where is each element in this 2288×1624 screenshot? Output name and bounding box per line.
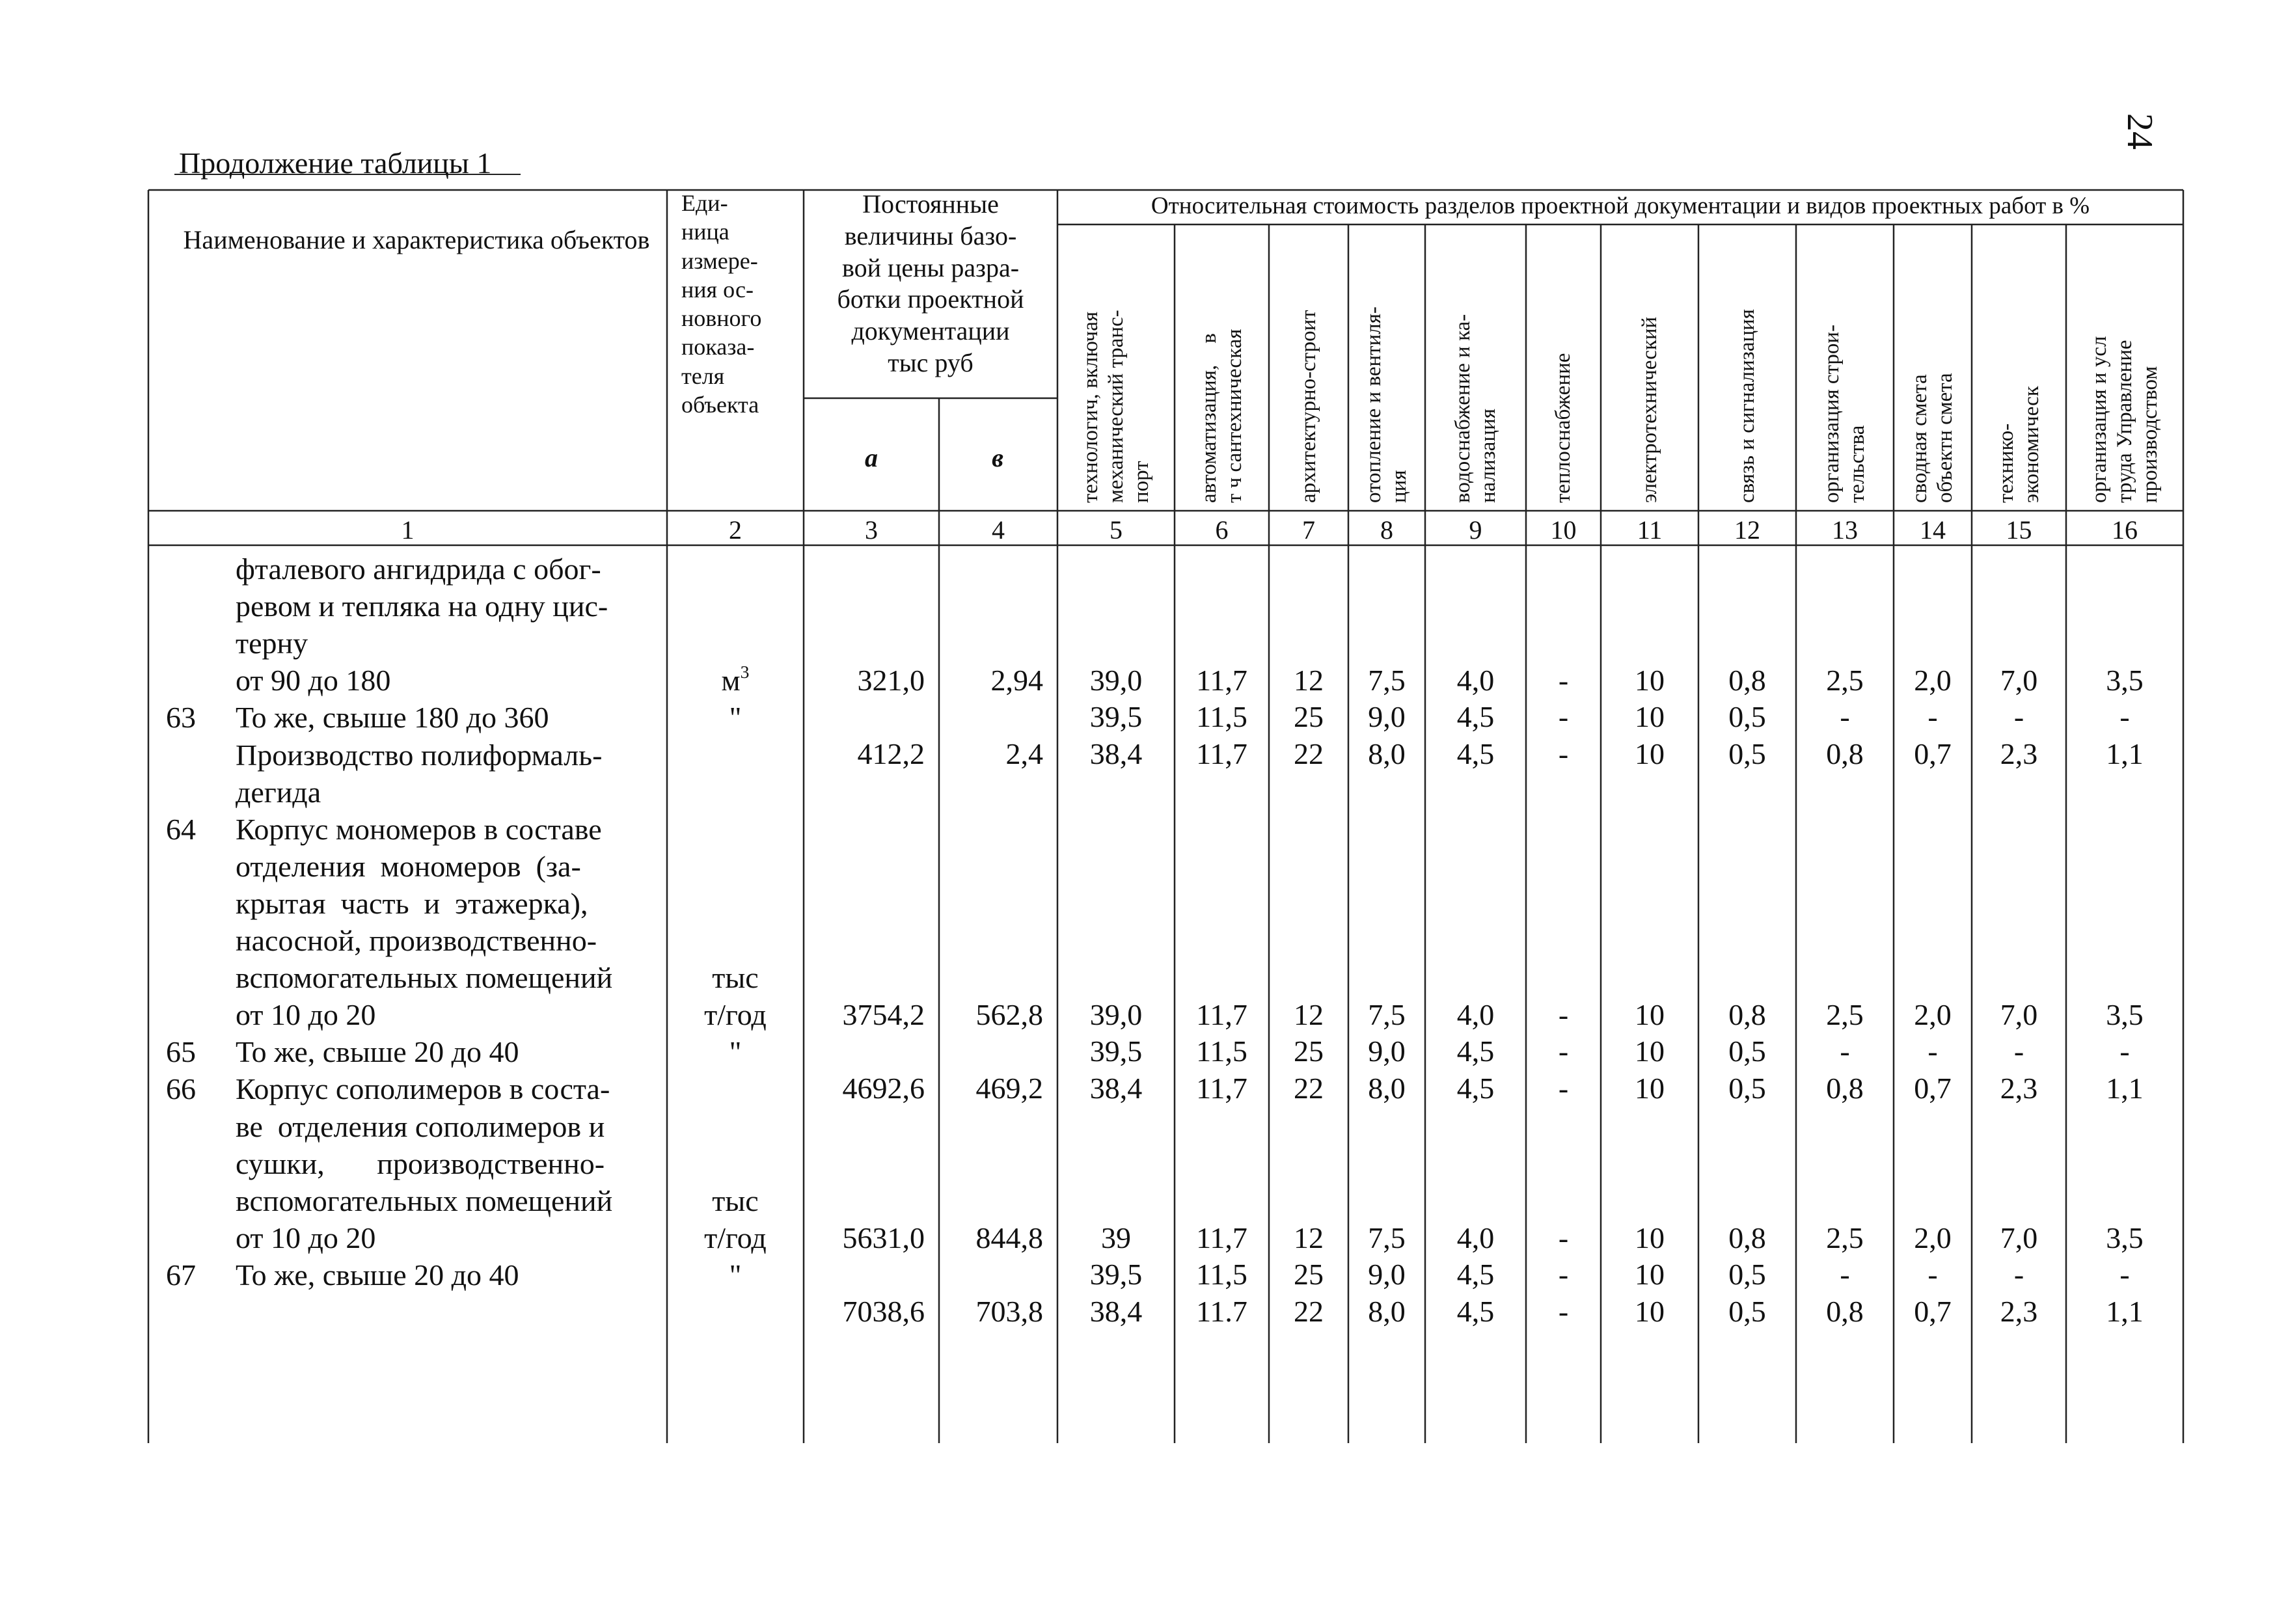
header-col34: Постоянные величины базо- вой цены разра- ботки проектной документации тыс руб [837, 189, 1024, 377]
object-description-line: То же, свыше 20 до 40 [236, 1035, 519, 1069]
section-percent-col7: 22 [1294, 1072, 1324, 1105]
section-percent-col15: 7,0 [2000, 998, 2038, 1032]
section-percent-col12: 0,5 [1728, 700, 1766, 734]
unit-ton-per-year: т/год [704, 1221, 767, 1254]
section-percent-col13: - [1840, 700, 1850, 734]
column-number-3: 3 [865, 515, 878, 545]
column-number-7: 7 [1302, 515, 1315, 545]
column-number-16: 16 [2112, 515, 2138, 545]
section-percent-col12: 0,8 [1728, 998, 1766, 1032]
section-header-14: сводная смета объектн смета [1908, 373, 1957, 503]
section-percent-col13: 0,8 [1826, 1294, 1864, 1328]
section-percent-col11: 10 [1635, 700, 1665, 734]
section-percent-col11: 10 [1635, 1294, 1665, 1328]
section-percent-col11: 10 [1635, 664, 1665, 697]
section-percent-col15: - [2013, 1035, 2024, 1068]
section-percent-col8: 7,5 [1368, 1221, 1406, 1254]
section-percent-col11: 10 [1635, 1221, 1665, 1254]
section-percent-col15: 2,3 [2000, 737, 2038, 771]
section-percent-col15: - [2013, 700, 2024, 734]
section-percent-col7: 25 [1294, 700, 1324, 734]
section-percent-col7: 12 [1294, 664, 1324, 697]
section-header-8: отопление и вентиля- ция [1362, 306, 1411, 503]
section-percent-col7: 12 [1294, 1221, 1324, 1254]
section-percent-col8: 8,0 [1368, 1072, 1406, 1105]
section-percent-col11: 10 [1635, 1035, 1665, 1068]
section-percent-col9: 4,0 [1456, 998, 1495, 1032]
section-percent-col12: 0,5 [1728, 1257, 1766, 1291]
base-price-a: 412,2 [857, 737, 925, 771]
section-percent-col5: 39,5 [1089, 700, 1143, 734]
column-number-5: 5 [1110, 515, 1123, 545]
section-percent-col6: 11.7 [1196, 1294, 1247, 1328]
section-header-16: организация и усл труда Управление производством [2087, 336, 2162, 503]
row-number: 63 [166, 701, 196, 735]
base-price-b: 2,94 [990, 664, 1043, 697]
section-percent-col10: - [1558, 664, 1569, 697]
section-percent-col16: 1,1 [2106, 1072, 2144, 1105]
section-header-15: технико- экономическ [1994, 386, 2043, 503]
section-percent-col6: 11,7 [1196, 664, 1247, 697]
object-description-line: от 10 до 20 [236, 998, 376, 1032]
object-description-line: Производство полиформаль- [236, 738, 603, 772]
row-number: 66 [166, 1072, 196, 1106]
header-col4-sub: в [992, 443, 1003, 472]
section-percent-col16: 3,5 [2106, 998, 2144, 1032]
section-header-6: автоматизация, в т ч сантехническая [1197, 329, 1246, 503]
section-header-12: связь и сигнализация [1735, 309, 1759, 503]
unit-cubic-meter: $м^3$ [721, 662, 750, 697]
section-header-5: технологич, включая механический транс- порт [1078, 310, 1153, 503]
page-number: 24 [2119, 113, 2160, 150]
header-group: Относительная стоимость разделов проектной документации и видов проектных работ в % [1151, 193, 2090, 219]
object-description-line: от 90 до 180 [236, 664, 391, 697]
base-price-b: 703,8 [975, 1294, 1043, 1328]
section-header-11: электротехнический [1637, 316, 1661, 503]
section-percent-col13: 0,8 [1826, 1072, 1864, 1105]
section-percent-col14: - [1927, 700, 1938, 734]
section-percent-col6: 11,7 [1196, 737, 1247, 771]
section-percent-col10: - [1558, 1257, 1569, 1291]
section-percent-col6: 11,5 [1196, 700, 1247, 734]
header-col1: Наименование и характеристика объектов [183, 225, 650, 254]
section-percent-col7: 25 [1294, 1257, 1324, 1291]
object-description-line: То же, свыше 20 до 40 [236, 1258, 519, 1292]
section-percent-col15: 2,3 [2000, 1072, 2038, 1105]
section-percent-col16: - [2119, 1257, 2130, 1291]
section-percent-col9: 4,0 [1456, 664, 1495, 697]
table-caption: Продолжение таблицы 1 [179, 146, 492, 180]
section-header-9: водоснабжение и ка- нализация [1450, 314, 1500, 503]
section-percent-col13: - [1840, 1257, 1850, 1291]
column-number-11: 11 [1637, 515, 1663, 545]
section-percent-col13: 0,8 [1826, 737, 1864, 771]
object-description-line: от 10 до 20 [236, 1221, 376, 1254]
section-percent-col10: - [1558, 1294, 1569, 1328]
section-percent-col14: 2,0 [1914, 664, 1952, 697]
section-percent-col10: - [1558, 1221, 1569, 1254]
unit-thousand: тыс [712, 1184, 759, 1217]
section-percent-col14: 0,7 [1914, 737, 1952, 771]
section-percent-col5: 39,5 [1089, 1035, 1143, 1068]
section-percent-col8: 9,0 [1368, 1257, 1406, 1291]
section-percent-col6: 11,5 [1196, 1035, 1247, 1068]
section-header-10: теплоснабжение [1551, 353, 1575, 503]
section-percent-col11: 10 [1635, 737, 1665, 771]
object-description-line: Корпус сополимеров в соста- [236, 1072, 610, 1106]
base-price-a: 3754,2 [842, 998, 925, 1032]
section-percent-col9: 4,5 [1456, 1035, 1495, 1068]
object-description-line: вспомогательных помещений [236, 961, 613, 995]
header-col3-sub: а [865, 443, 878, 472]
section-percent-col14: 2,0 [1914, 998, 1952, 1032]
column-number-1: 1 [401, 515, 415, 545]
header-col2: Еди- ница измере- ния ос- новного показа- теля объекта [681, 190, 762, 418]
unit-ditto: " [729, 1035, 742, 1069]
object-description-line: Корпус мономеров в составе [236, 812, 602, 846]
section-percent-col16: 3,5 [2106, 664, 2144, 697]
section-percent-col15: 2,3 [2000, 1294, 2038, 1328]
object-description-line: вспомогательных помещений [236, 1184, 613, 1217]
section-percent-col5: 38,4 [1089, 737, 1143, 771]
base-price-a: 4692,6 [842, 1072, 925, 1105]
section-percent-col6: 11,5 [1196, 1257, 1247, 1291]
section-percent-col7: 12 [1294, 998, 1324, 1032]
section-percent-col5: 39,0 [1089, 664, 1143, 697]
unit-ditto: " [729, 1258, 742, 1292]
base-price-a: 7038,6 [842, 1294, 925, 1328]
section-percent-col6: 11,7 [1196, 1221, 1247, 1254]
section-percent-col10: - [1558, 700, 1569, 734]
base-price-b: 562,8 [975, 998, 1043, 1032]
section-percent-col10: - [1558, 1072, 1569, 1105]
section-percent-col9: 4,0 [1456, 1221, 1495, 1254]
object-description-line: насосной, производственно- [236, 924, 597, 957]
section-percent-col8: 8,0 [1368, 737, 1406, 771]
section-percent-col10: - [1558, 998, 1569, 1032]
base-price-b: 2,4 [1005, 737, 1043, 771]
section-percent-col9: 4,5 [1456, 1257, 1495, 1291]
section-percent-col14: 2,0 [1914, 1221, 1952, 1254]
section-percent-col12: 0,5 [1728, 1294, 1766, 1328]
object-description-line: То же, свыше 180 до 360 [236, 701, 549, 735]
section-percent-col13: 2,5 [1826, 1221, 1864, 1254]
section-percent-col6: 11,7 [1196, 998, 1247, 1032]
section-percent-col14: 0,7 [1914, 1072, 1952, 1105]
section-header-7: архитектурно-строит [1296, 310, 1320, 503]
section-percent-col5: 38,4 [1089, 1294, 1143, 1328]
section-percent-col9: 4,5 [1456, 700, 1495, 734]
section-percent-col9: 4,5 [1456, 737, 1495, 771]
section-percent-col15: - [2013, 1257, 2024, 1291]
object-description-line: отделения мономеров (за- [236, 849, 581, 883]
section-percent-col16: - [2119, 1035, 2130, 1068]
section-percent-col8: 7,5 [1368, 664, 1406, 697]
section-percent-col16: - [2119, 700, 2130, 734]
column-number-12: 12 [1734, 515, 1760, 545]
column-number-2: 2 [729, 515, 742, 545]
column-number-10: 10 [1550, 515, 1577, 545]
object-description-line: сушки, производственно- [236, 1146, 605, 1180]
section-percent-col14: 0,7 [1914, 1294, 1952, 1328]
section-percent-col5: 38,4 [1089, 1072, 1143, 1105]
base-price-a: 5631,0 [842, 1221, 925, 1254]
column-number-14: 14 [1920, 515, 1946, 545]
column-number-6: 6 [1215, 515, 1229, 545]
section-percent-col11: 10 [1635, 998, 1665, 1032]
column-number-8: 8 [1380, 515, 1393, 545]
section-percent-col7: 22 [1294, 1294, 1324, 1328]
unit-thousand: тыс [712, 961, 759, 995]
section-percent-col5: 39,5 [1089, 1257, 1143, 1291]
section-percent-col13: - [1840, 1035, 1850, 1068]
section-percent-col5: 39,0 [1089, 998, 1143, 1032]
section-percent-col12: 0,8 [1728, 1221, 1766, 1254]
section-header-13: организация строи- тельства [1820, 324, 1869, 503]
section-percent-col16: 3,5 [2106, 1221, 2144, 1254]
section-percent-col10: - [1558, 737, 1569, 771]
object-description-line: ве отделения сополимеров и [236, 1109, 605, 1143]
section-percent-col9: 4,5 [1456, 1072, 1495, 1105]
section-percent-col13: 2,5 [1826, 998, 1864, 1032]
column-number-4: 4 [992, 515, 1005, 545]
section-percent-col7: 25 [1294, 1035, 1324, 1068]
section-percent-col8: 7,5 [1368, 998, 1406, 1032]
section-percent-col15: 7,0 [2000, 1221, 2038, 1254]
section-percent-col8: 8,0 [1368, 1294, 1406, 1328]
unit-ditto: " [729, 701, 742, 735]
base-price-b: 844,8 [975, 1221, 1043, 1254]
section-percent-col6: 11,7 [1196, 1072, 1247, 1105]
column-number-13: 13 [1832, 515, 1858, 545]
section-percent-col8: 9,0 [1368, 1035, 1406, 1068]
section-percent-col5: 39 [1101, 1221, 1131, 1254]
section-percent-col9: 4,5 [1456, 1294, 1495, 1328]
section-percent-col12: 0,8 [1728, 664, 1766, 697]
section-percent-col16: 1,1 [2106, 737, 2144, 771]
section-percent-col12: 0,5 [1728, 737, 1766, 771]
unit-ton-per-year: т/год [704, 998, 767, 1032]
column-number-9: 9 [1469, 515, 1482, 545]
object-description-line: крытая часть и этажерка), [236, 886, 588, 920]
section-percent-col16: 1,1 [2106, 1294, 2144, 1328]
object-description-line: терну [236, 627, 308, 660]
base-price-a: 321,0 [857, 664, 925, 697]
section-percent-col14: - [1927, 1035, 1938, 1068]
section-percent-col10: - [1558, 1035, 1569, 1068]
section-percent-col7: 22 [1294, 737, 1324, 771]
section-percent-col15: 7,0 [2000, 664, 2038, 697]
object-description-line: дегида [236, 775, 321, 809]
section-percent-col14: - [1927, 1257, 1938, 1291]
column-number-15: 15 [2006, 515, 2032, 545]
object-description-line: фталевого ангидрида с обог- [236, 552, 601, 586]
section-percent-col11: 10 [1635, 1072, 1665, 1105]
section-percent-col12: 0,5 [1728, 1035, 1766, 1068]
section-percent-col12: 0,5 [1728, 1072, 1766, 1105]
row-number: 67 [166, 1258, 196, 1292]
row-number: 65 [166, 1035, 196, 1069]
object-description-line: ревом и тепляка на одну цис- [236, 589, 608, 623]
section-percent-col8: 9,0 [1368, 700, 1406, 734]
section-percent-col13: 2,5 [1826, 664, 1864, 697]
row-number: 64 [166, 812, 196, 846]
base-price-b: 469,2 [975, 1072, 1043, 1105]
section-percent-col11: 10 [1635, 1257, 1665, 1291]
